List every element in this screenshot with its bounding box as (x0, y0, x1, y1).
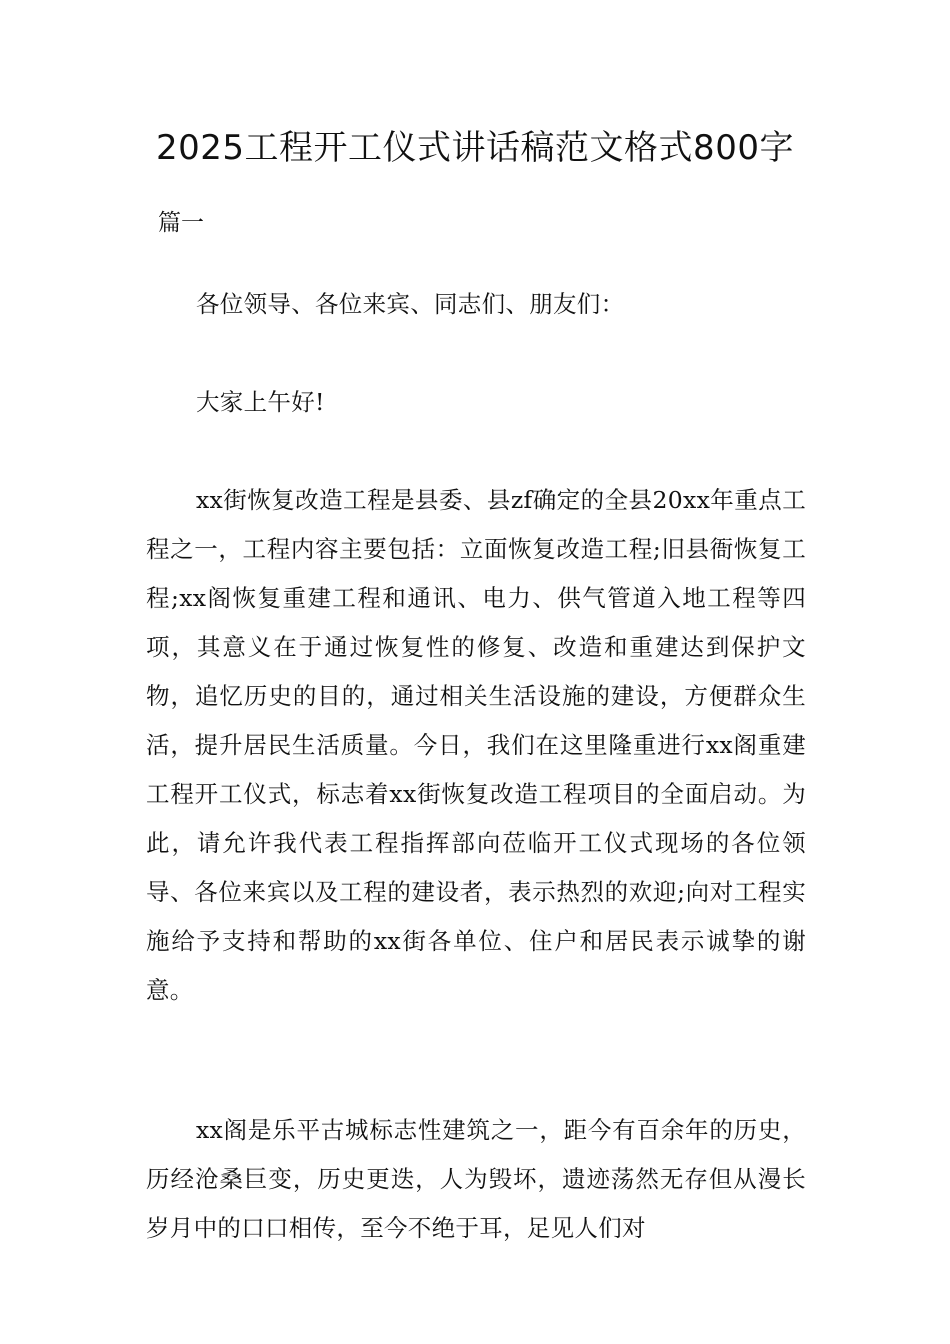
paragraph-history: xx阁是乐平古城标志性建筑之一，距今有百余年的历史，历经沧桑巨变，历史更迭，人为毁坏，遗迹荡然无存但从漫长岁月中的口口相传，至今不绝于耳，足见人们对 (146, 1116, 806, 1242)
paragraph-hello: 大家上午好! (196, 388, 325, 416)
section-label: 篇一 (158, 210, 204, 236)
document-title: 2025工程开工仪式讲话稿范文格式800字 (156, 128, 794, 168)
paragraph-greeting: 各位领导、各位来宾、同志们、朋友们： (196, 290, 625, 318)
paragraph-intro: xx街恢复改造工程是县委、县zf确定的全县20xx年重点工程之一，工程内容主要包括：立面恢复改造工程;旧县衙恢复工程;xx阁恢复重建工程和通讯、电力、供气管道入地工程等四项，其意义在于通过恢复性的修复、改造和重建达到保护文物，追忆历史的目的，通过相关生活设施的建设，方便群众生活，提升居民生活质量。今日，我们在这里隆重进行xx阁重建工程开工仪式，标志着xx街恢复改造工程项目的全面启动。为此，请允许我代表工程指挥部向莅临开工仪式现场的各位领导、各位来宾以及工程的建设者，表示热烈的欢迎;向对工程实施给予支持和帮助的xx街各单位、住户和居民表示诚挚的谢意。 (146, 486, 806, 1004)
